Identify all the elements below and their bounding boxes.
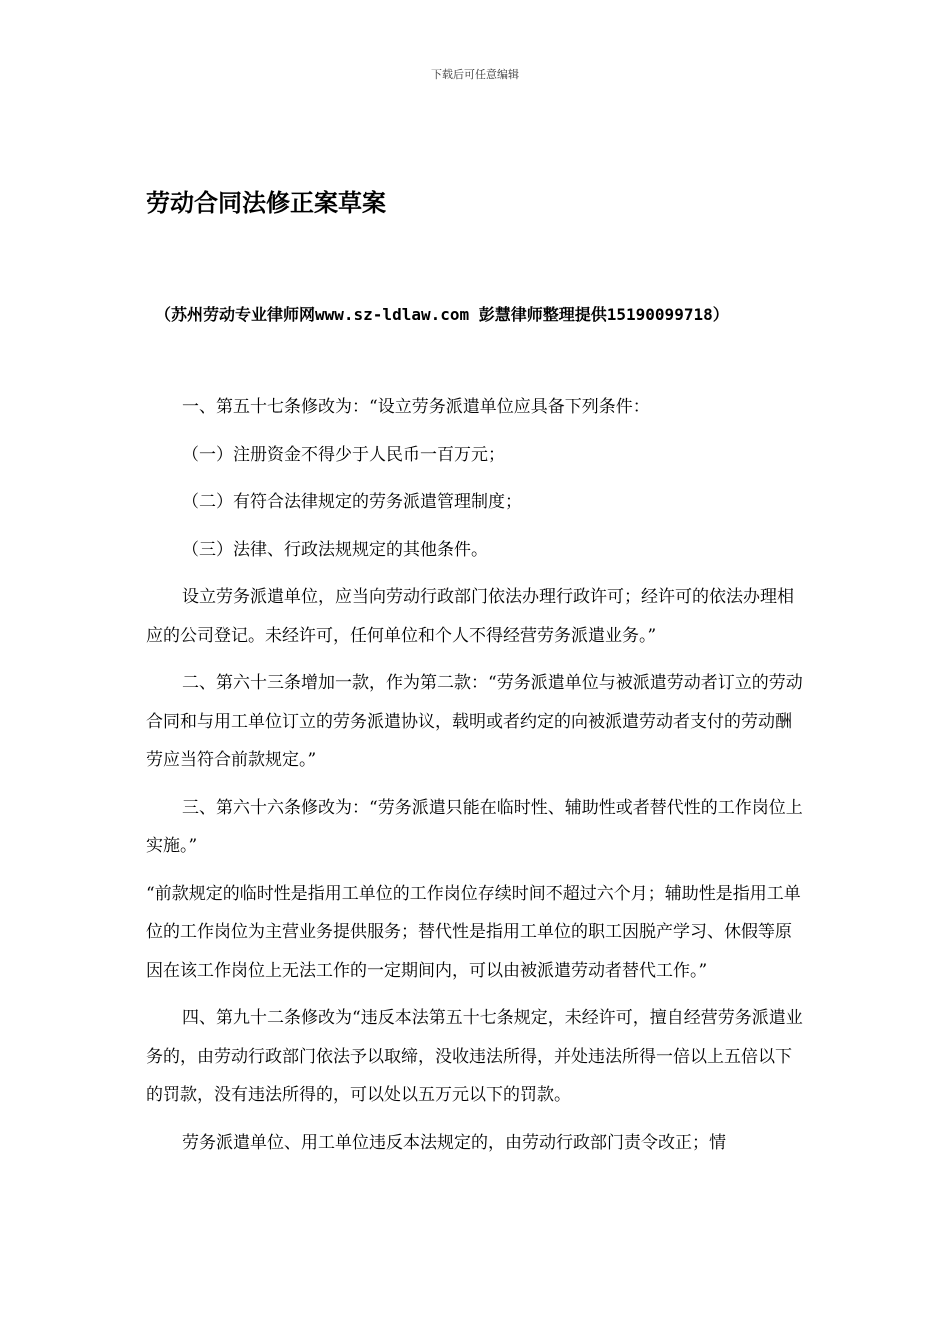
paragraph: 一、第五十七条修改为：“设立劳务派遣单位应具备下列条件： — [182, 397, 650, 417]
paragraph: （二）有符合法律规定的劳务派遣管理制度； — [182, 492, 522, 512]
paragraph: （一）注册资金不得少于人民币一百万元； — [182, 444, 505, 465]
paragraph: 劳务派遣单位、用工单位违反本法规定的，由劳动行政部门责令改正；情 — [182, 1132, 726, 1153]
document-title: 劳动合同法修正案草案 — [146, 189, 386, 217]
paragraph: （三）法律、行政法规规定的其他条件。 — [182, 539, 488, 560]
document-subtitle: （苏州劳动专业律师网www.sz-ldlaw.com 彭慧律师整理提供15190099718） — [155, 305, 729, 324]
paragraph: 三、第六十六条修改为：“劳务派遣只能在临时性、辅助性或者替代性的工作岗位上实施。” — [146, 797, 803, 856]
paragraph: “前款规定的临时性是指用工单位的工作岗位存续时间不超过六个月；辅助性是指用工单位的工作岗位为主营业务提供服务；替代性是指用工单位的职工因脱产学习、休假等原因在该工作岗位上无法工作的一定期间内，可以由被派遣劳动者替代工作。” — [146, 883, 801, 981]
paragraph: 二、第六十三条增加一款，作为第二款：“劳务派遣单位与被派遣劳动者订立的劳动合同和与用工单位订立的劳务派遣协议，载明或者约定的向被派遣劳动者支付的劳动酬劳应当符合前款规定。” — [146, 673, 803, 770]
page-header-note: 下载后可任意编辑 — [431, 68, 519, 81]
paragraph: 设立劳务派遣单位，应当向劳动行政部门依法办理行政许可；经许可的依法办理相应的公司登记。未经许可，任何单位和个人不得经营劳务派遣业务。” — [146, 587, 794, 646]
paragraph: 四、第九十二条修改为“违反本法第五十七条规定，未经许可，擅自经营劳务派遣业务的，由劳动行政部门依法予以取缔，没收违法所得，并处违法所得一倍以上五倍以下的罚款，没有违法所得的，可以处以五万元以下的罚款。 — [146, 1008, 803, 1105]
document-body — [146, 388, 806, 1171]
